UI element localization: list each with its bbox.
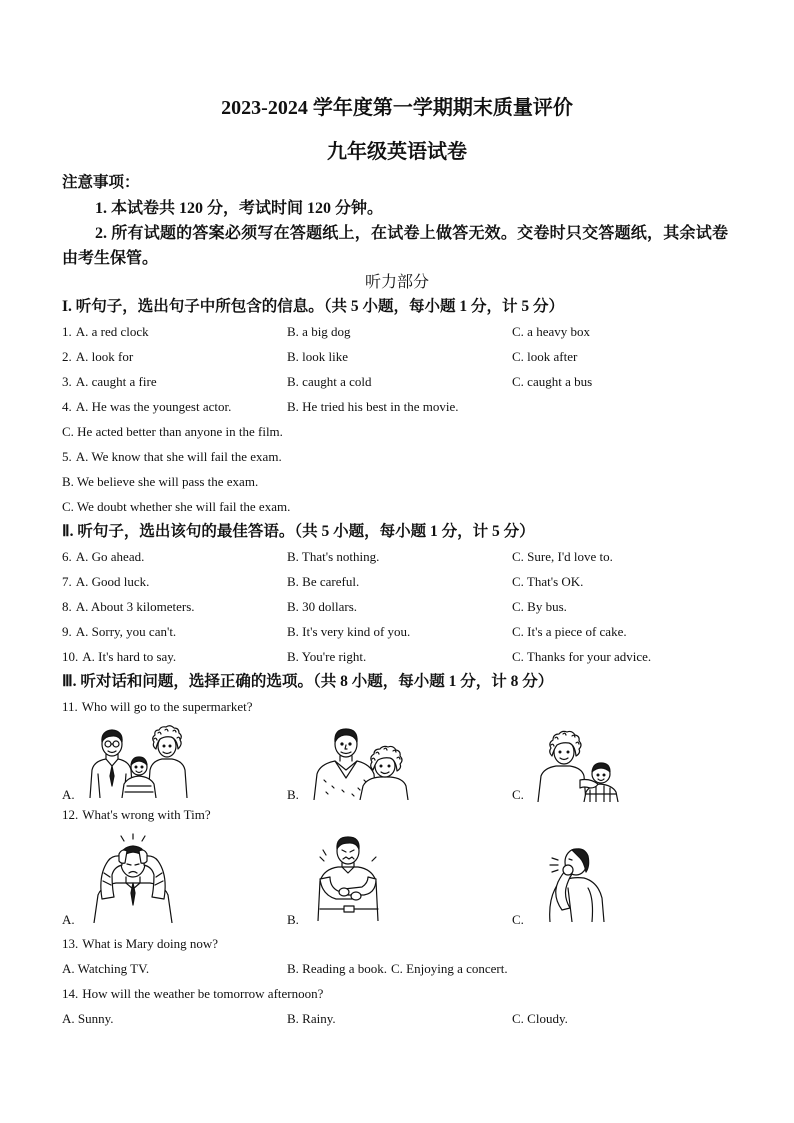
option-c: C. a heavy box — [512, 324, 590, 339]
option-a — [62, 349, 133, 365]
option-b: B. look like — [287, 349, 349, 364]
option-b: B. Be careful. — [287, 574, 360, 589]
question-7 — [0, 574, 794, 590]
option-c: C. We doubt whether she will fail the exam. — [62, 499, 291, 514]
question-number: 5. — [62, 449, 72, 464]
option-a-text: A. Go ahead. — [75, 549, 145, 564]
option-a-text: A. It's hard to say. — [82, 649, 177, 664]
question-stem — [62, 699, 253, 715]
question-text: What is Mary doing now? — [82, 936, 219, 951]
question-number: 7. — [62, 574, 72, 589]
question-5 — [0, 449, 794, 465]
question-10 — [0, 649, 794, 665]
option-c: C. Cloudy. — [512, 1011, 568, 1026]
question-12 — [0, 807, 794, 823]
option-a-text: A. a red clock — [75, 324, 149, 339]
option-a-text: A. Good luck. — [75, 574, 150, 589]
option-c: C. It's a piece of cake. — [512, 624, 627, 639]
notice-heading: 注意事项： — [62, 174, 140, 191]
option-a — [62, 324, 149, 340]
picture-option-a-label: A. — [62, 787, 75, 802]
option-c: C. He acted better than anyone in the film. — [62, 424, 283, 439]
picture-option-b-label: B. — [287, 787, 299, 802]
coughing-illustration — [528, 838, 614, 922]
question-3 — [0, 374, 794, 390]
option-b: B. 30 dollars. — [287, 599, 358, 614]
exam-title: 2023-2024 学年度第一学期期末质量评价 — [221, 97, 573, 119]
option-a — [62, 549, 144, 565]
notice-item-1: 1. 本试卷共 120 分，考试时间 120 分钟。 — [95, 200, 384, 217]
question-4-continued — [0, 424, 794, 440]
option-b: B. a big dog — [287, 324, 351, 339]
question-number: 6. — [62, 549, 72, 564]
question-12-picture-labels — [0, 912, 794, 928]
exam-subtitle: 九年级英语试卷 — [327, 141, 467, 163]
question-number: 14. — [62, 986, 79, 1001]
question-number: 3. — [62, 374, 72, 389]
option-b: B. Reading a book. — [287, 961, 388, 976]
question-stem — [62, 936, 218, 952]
option-b: B. It's very kind of you. — [287, 624, 411, 639]
question-stem — [62, 807, 211, 823]
question-number: 12. — [62, 807, 79, 822]
option-c: C. Thanks for your advice. — [512, 649, 652, 664]
question-text: Who will go to the supermarket? — [81, 699, 253, 714]
option-a-text: A. look for — [75, 349, 134, 364]
picture-option-c-label: C. — [512, 912, 524, 927]
question-14-options — [0, 1011, 794, 1027]
section-1-heading: I. 听句子，选出句子中所包含的信息。（共 5 小题，每小题 1 分，计 5 分） — [62, 298, 565, 315]
question-5-option-c-row — [0, 499, 794, 515]
option-c: C. look after — [512, 349, 578, 364]
question-9 — [0, 624, 794, 640]
option-b: B. Rainy. — [287, 1011, 336, 1026]
part-title: 听力部分 — [364, 274, 429, 291]
question-5-option-b-row — [0, 474, 794, 490]
option-a — [62, 449, 282, 465]
question-number: 13. — [62, 936, 79, 951]
option-c: C. Enjoying a concert. — [391, 961, 508, 976]
headache-illustration — [84, 833, 182, 923]
option-a: A. Sunny. — [62, 1011, 114, 1026]
question-number: 4. — [62, 399, 72, 414]
stomachache-illustration — [304, 829, 394, 921]
option-c: C. By bus. — [512, 599, 567, 614]
option-a — [62, 599, 195, 615]
option-a: A. Watching TV. — [62, 961, 150, 976]
question-stem — [62, 986, 323, 1002]
option-a-text: A. Sorry, you can't. — [75, 624, 177, 639]
notice-item-2: 2. 所有试题的答案必须写在答题纸上，在试卷上做答无效。交卷时只交答题纸，其余试卷由考生保管。 — [62, 225, 728, 267]
picture-option-a-label: A. — [62, 912, 75, 927]
question-text: How will the weather be tomorrow afternoon? — [82, 986, 324, 1001]
question-11-picture-labels — [0, 787, 794, 803]
option-c: C. Sure, I'd love to. — [512, 549, 613, 564]
question-4 — [0, 399, 794, 415]
picture-option-c-label: C. — [512, 787, 524, 802]
option-b: B. caught a cold — [287, 374, 372, 389]
option-a-text: A. He was the youngest actor. — [75, 399, 232, 414]
headache-man-figure — [94, 834, 172, 923]
option-a-text: A. caught a fire — [75, 374, 157, 389]
option-a — [62, 624, 176, 640]
option-a — [62, 374, 157, 390]
question-6 — [0, 549, 794, 565]
question-2 — [0, 349, 794, 365]
option-c: C. That's OK. — [512, 574, 584, 589]
option-a — [62, 649, 176, 665]
option-b-c-line — [287, 961, 508, 977]
option-b: B. That's nothing. — [287, 549, 380, 564]
question-text: What's wrong with Tim? — [82, 807, 211, 822]
option-a — [62, 399, 231, 415]
option-b: B. We believe she will pass the exam. — [62, 474, 259, 489]
question-11 — [0, 699, 794, 715]
option-c: C. caught a bus — [512, 374, 593, 389]
option-a — [62, 574, 149, 590]
question-13 — [0, 936, 794, 952]
stomachache-man-figure — [318, 837, 378, 921]
question-number: 11. — [62, 699, 78, 714]
picture-option-b-label: B. — [287, 912, 299, 927]
question-14 — [0, 986, 794, 1002]
question-number: 1. — [62, 324, 72, 339]
option-a-text: A. We know that she will fail the exam. — [75, 449, 282, 464]
question-number: 2. — [62, 349, 72, 364]
question-8 — [0, 599, 794, 615]
section-3-heading: Ⅲ. 听对话和问题，选择正确的选项。（共 8 小题，每小题 1 分，计 8 分） — [62, 673, 554, 690]
option-b: B. You're right. — [287, 649, 367, 664]
question-13-options — [0, 961, 794, 977]
option-b: B. He tried his best in the movie. — [287, 399, 459, 414]
question-number: 8. — [62, 599, 72, 614]
option-a-text: A. About 3 kilometers. — [75, 599, 195, 614]
question-number: 9. — [62, 624, 72, 639]
section-2-heading: Ⅱ. 听句子，选出该句的最佳答语。（共 5 小题，每小题 1 分，计 5 分） — [62, 523, 535, 540]
question-number: 10. — [62, 649, 79, 664]
question-1 — [0, 324, 794, 340]
